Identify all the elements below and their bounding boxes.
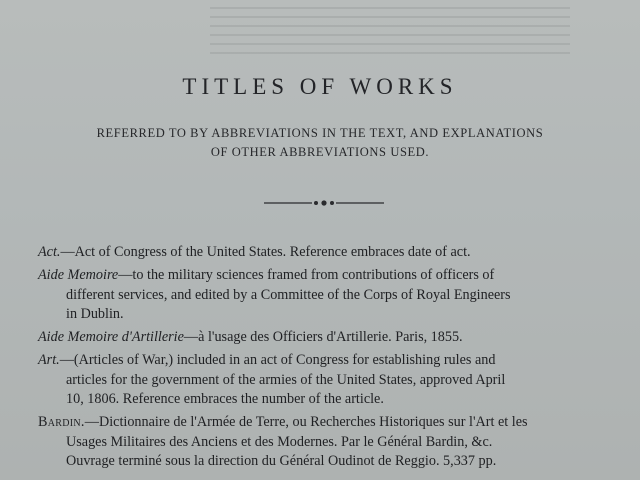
subtitle-line: REFERRED TO BY ABBREVIATIONS IN THE TEXT, AND EXPLANATIONS: [96, 126, 544, 140]
entry-text: —to the military sciences framed from contributions of officers of: [118, 267, 495, 284]
abbreviation-entry: [38, 266, 628, 324]
show-through-text: [210, 0, 570, 60]
entry-term: Art.: [38, 352, 60, 369]
entry-text: articles for the government of the armies of the United States, approved April: [66, 371, 506, 388]
entry-term: Aide Memoire: [38, 267, 119, 284]
entry-text: Ouvrage terminé sous la direction du Général Oudinot de Reggio. 5,337 pp.: [66, 452, 497, 469]
abbreviation-entry: [38, 351, 628, 409]
entry-text: different services, and edited by a Committee of the Corps of Royal Engineers: [66, 286, 511, 303]
entry-term: Bardin.: [38, 414, 85, 431]
ornament-divider: [264, 197, 384, 209]
entry-text: Usages Militaires des Anciens et des Modernes. Par le Général Bardin, &c.: [66, 433, 493, 450]
subtitle-line: OF OTHER ABBREVIATIONS USED.: [210, 145, 430, 159]
entry-text: 10, 1806. Reference embraces the number of the article.: [66, 391, 384, 408]
entry-term: Act.: [38, 244, 61, 260]
abbreviation-list: [38, 243, 628, 475]
abbreviation-entry: [38, 413, 628, 471]
entry-text: —à l'usage des Officiers d'Artillerie. Paris, 1855.: [183, 329, 463, 346]
page-title: TITLES OF WORKS: [182, 74, 458, 99]
entry-term: Aide Memoire d'Artillerie: [38, 329, 184, 346]
abbreviation-entry: [38, 243, 628, 262]
page-subtitle: [20, 124, 620, 162]
entry-text: —Dictionnaire de l'Armée de Terre, ou Recherches Historiques sur l'Art et les: [84, 414, 528, 431]
entry-text: —(Articles of War,) included in an act of Congress for establishing rules and: [59, 352, 496, 369]
abbreviation-entry: [38, 328, 628, 347]
entry-text: —Act of Congress of the United States. Reference embraces date of act.: [60, 244, 471, 260]
entry-text: in Dublin.: [66, 305, 124, 322]
